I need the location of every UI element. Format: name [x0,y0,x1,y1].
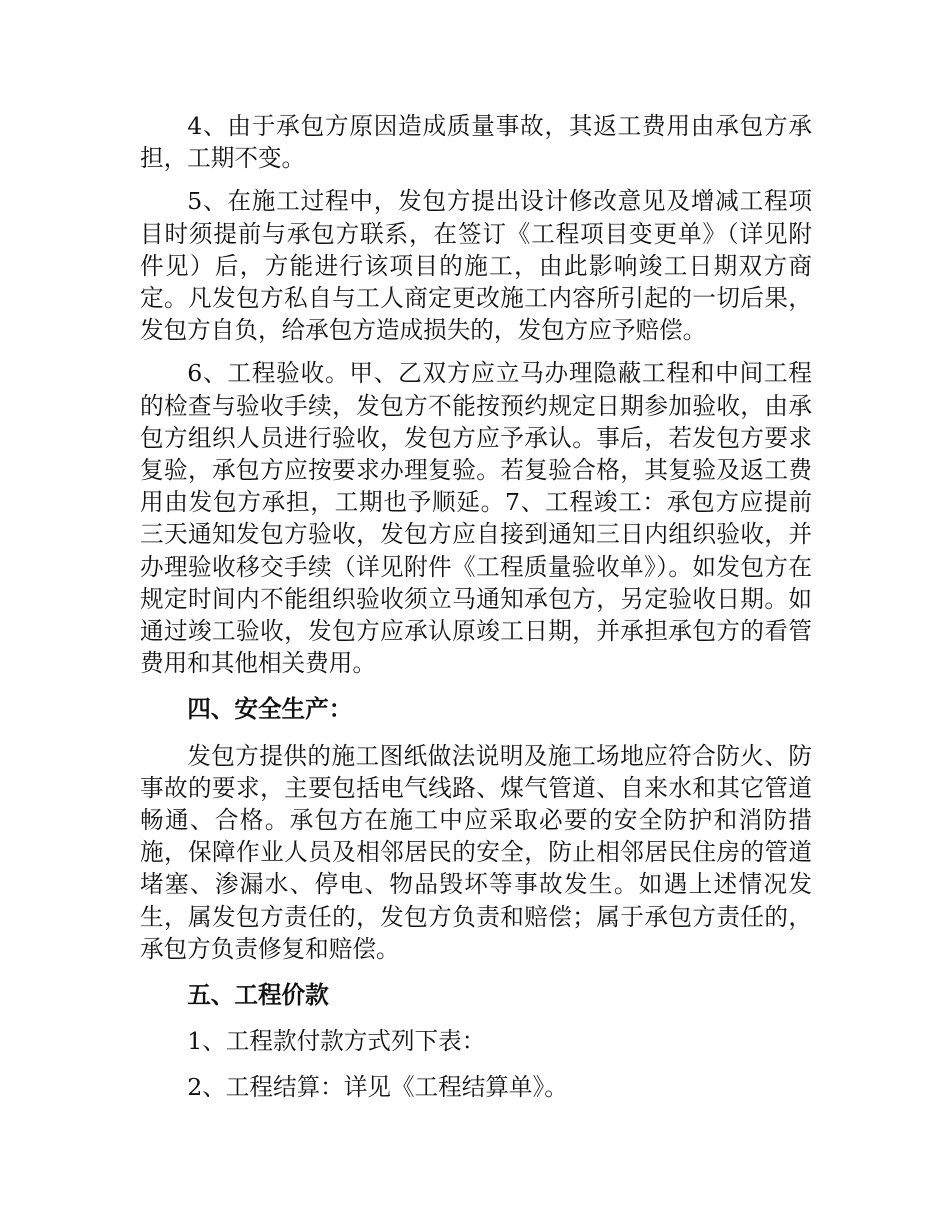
safety-paragraph: 发包方提供的施工图纸做法说明及施工场地应符合防火、防事故的要求，主要包括电气线路、煤气管道、自来水和其它管道畅通、合格。承包方在施工中应采取必要的安全防护和消防措施，保障作业人员及相邻居民的安全，防止相邻居民住房的管道堵塞、渗漏水、停电、物品毁坏等事故发生。如遇上述情况发生，属发包方责任的，发包方负责和赔偿；属于承包方责任的，承包方负责修复和赔偿。 [140,741,812,963]
section-heading-payment: 五、工程价款 [187,981,329,1010]
payment-clause-1: 1、工程款付款方式列下表： [187,1027,486,1056]
section-heading-safety: 四、安全生产： [187,695,353,724]
payment-clause-2: 2、工程结算：详见《工程结算单》。 [187,1073,568,1102]
clause-4-paragraph: 4、由于承包方原因造成质量事故，其返工费用由承包方承担，工期不变。 [140,112,812,173]
clause-5-paragraph: 5、在施工过程中，发包方提出设计修改意见及增减工程项目时须提前与承包方联系，在签订《工程项目变更单》（详见附件见）后，方能进行该项目的施工，由此影响竣工日期双方商定。凡发包方私自与工人商定更改施工内容所引起的一切后果，发包方自负，给承包方造成损失的，发包方应予赔偿。 [140,187,812,345]
clause-6-7-paragraph: 6、工程验收。甲、乙双方应立马办理隐蔽工程和中间工程的检查与验收手续，发包方不能按预约规定日期参加验收，由承包方组织人员进行验收，发包方应予承认。事后，若发包方要求复验，承包方应按要求办理复验。若复验合格，其复验及返工费用由发包方承担，工期也予顺延。7、工程竣工：承包方应提前三天通知发包方验收，发包方应自接到通知三日内组织验收，并办理验收移交手续（详见附件《工程质量验收单》）。如发包方在规定时间内不能组织验收须立马通知承包方，另定验收日期。如通过竣工验收，发包方应承认原竣工日期，并承担承包方的看管费用和其他相关费用。 [140,359,812,678]
document-body [140,110,812,1115]
